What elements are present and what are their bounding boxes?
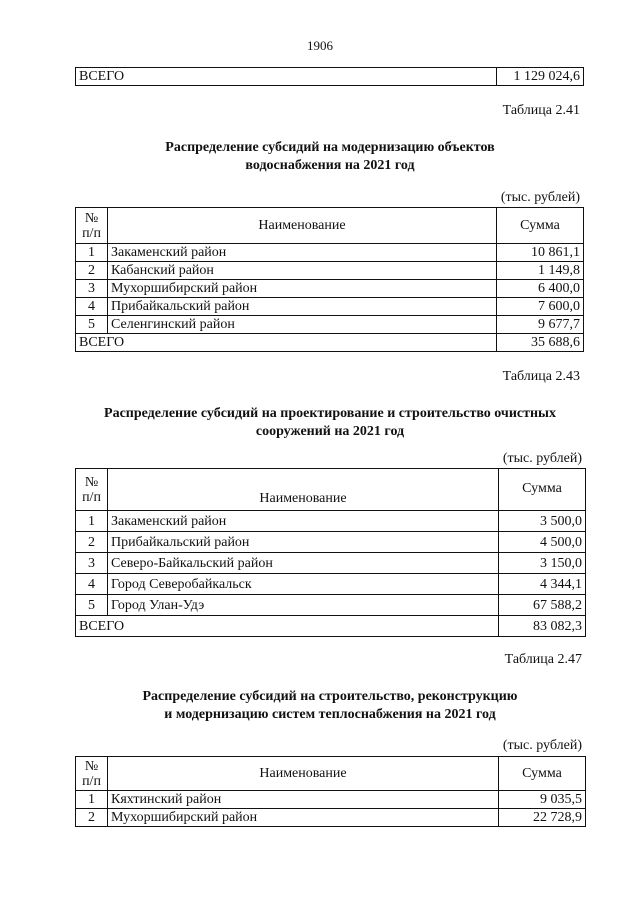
row-name: Северо-Байкальский район [108, 553, 499, 574]
row-number: 2 [76, 532, 108, 553]
row-number: 2 [76, 809, 108, 827]
table-row [76, 298, 584, 316]
total-value: 35 688,6 [497, 334, 584, 352]
table-caption: Таблица 2.47 [504, 652, 582, 667]
table-title [60, 139, 600, 175]
data-table [75, 756, 586, 827]
header-sum: Сумма [499, 757, 586, 791]
header-number: № п/п [76, 208, 108, 244]
table-title [60, 405, 600, 441]
table-row [76, 553, 586, 574]
title-line: сооружений на 2021 год [255, 424, 405, 439]
row-name: Селенгинский район [108, 316, 497, 334]
row-sum: 1 149,8 [497, 262, 584, 280]
table-title [60, 688, 600, 724]
total-value: 83 082,3 [499, 616, 586, 637]
units-label: (тыс. рублей) [502, 738, 582, 753]
header-sum: Сумма [499, 469, 586, 511]
table-row [76, 262, 584, 280]
row-name: Мухоршибирский район [108, 280, 497, 298]
data-table [75, 468, 586, 637]
table-row [76, 68, 584, 86]
row-number: 2 [76, 262, 108, 280]
row-sum: 6 400,0 [497, 280, 584, 298]
title-line: Распределение субсидий на модернизацию объектов [165, 140, 495, 155]
header-number: № п/п [76, 757, 108, 791]
table-total-row [76, 616, 586, 637]
row-name: Кяхтинский район [108, 791, 499, 809]
row-number: 4 [76, 298, 108, 316]
row-number: 3 [76, 553, 108, 574]
row-number: 5 [76, 316, 108, 334]
title-line: водоснабжения на 2021 год [245, 158, 415, 173]
table-header-row [76, 757, 586, 791]
page-number: 1906 [307, 38, 333, 53]
units-label: (тыс. рублей) [500, 190, 580, 205]
title-line: Распределение субсидий на проектирование и строительство очистных [104, 406, 556, 421]
row-name: Мухоршибирский район [108, 809, 499, 827]
data-table [75, 207, 584, 352]
row-name: Закаменский район [108, 511, 499, 532]
row-number: 3 [76, 280, 108, 298]
total-label: ВСЕГО [76, 616, 499, 637]
row-sum: 4 344,1 [499, 574, 586, 595]
row-sum: 3 150,0 [499, 553, 586, 574]
table-header-row [76, 208, 584, 244]
row-sum: 3 500,0 [499, 511, 586, 532]
row-name: Город Северобайкальск [108, 574, 499, 595]
row-sum: 9 677,7 [497, 316, 584, 334]
header-name: Наименование [108, 208, 497, 244]
table-row [76, 280, 584, 298]
row-sum: 7 600,0 [497, 298, 584, 316]
header-sum: Сумма [497, 208, 584, 244]
row-name: Закаменский район [108, 244, 497, 262]
table-row [76, 511, 586, 532]
header-name: Наименование [108, 469, 499, 511]
header-name: Наименование [108, 757, 499, 791]
table-caption: Таблица 2.43 [502, 369, 580, 384]
table-row [76, 791, 586, 809]
row-number: 1 [76, 791, 108, 809]
row-sum: 9 035,5 [499, 791, 586, 809]
total-value: 1 129 024,6 [497, 68, 584, 86]
row-name: Кабанский район [108, 262, 497, 280]
title-line: Распределение субсидий на строительство, реконструкцию [142, 689, 518, 704]
table-row [76, 574, 586, 595]
row-name: Прибайкальский район [108, 298, 497, 316]
row-number: 5 [76, 595, 108, 616]
table-row [76, 595, 586, 616]
table-total-row [76, 334, 584, 352]
total-label: ВСЕГО [76, 68, 497, 86]
table-header-row [76, 469, 586, 511]
row-number: 1 [76, 511, 108, 532]
row-sum: 10 861,1 [497, 244, 584, 262]
row-sum: 67 588,2 [499, 595, 586, 616]
top-total-table [75, 67, 584, 86]
row-name: Прибайкальский район [108, 532, 499, 553]
table-row [76, 809, 586, 827]
header-number: № п/п [76, 469, 108, 511]
row-sum: 22 728,9 [499, 809, 586, 827]
table-row [76, 316, 584, 334]
total-label: ВСЕГО [76, 334, 497, 352]
table-row [76, 244, 584, 262]
row-number: 1 [76, 244, 108, 262]
table-row [76, 532, 586, 553]
row-sum: 4 500,0 [499, 532, 586, 553]
row-name: Город Улан-Удэ [108, 595, 499, 616]
table-caption: Таблица 2.41 [502, 103, 580, 118]
title-line: и модернизацию систем теплоснабжения на 2021 год [164, 707, 496, 722]
units-label: (тыс. рублей) [502, 451, 582, 466]
row-number: 4 [76, 574, 108, 595]
